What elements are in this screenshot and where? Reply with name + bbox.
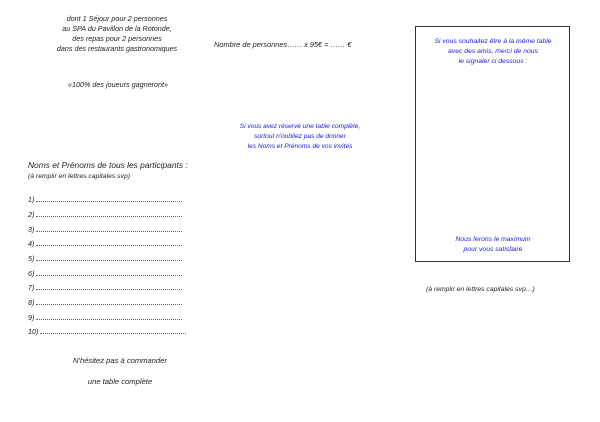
same-table-line: le signaler ci dessous : bbox=[458, 58, 528, 65]
same-table-line: avec des amis, merci de nous bbox=[448, 48, 538, 55]
prize-line: au SPA du Pavillon de la Rotonde, bbox=[62, 24, 172, 33]
persons-count-field[interactable]: Nombre de personnes…… x 95€ = …… € bbox=[214, 40, 352, 49]
participant-number: 8) bbox=[28, 298, 35, 307]
participant-row[interactable] bbox=[28, 195, 188, 204]
same-table-promise-line: Nous ferons le maximum bbox=[455, 236, 531, 243]
participant-name-field[interactable] bbox=[36, 195, 182, 202]
participant-name-field[interactable] bbox=[36, 210, 182, 217]
participant-row[interactable] bbox=[28, 298, 188, 307]
reservation-note bbox=[220, 122, 380, 152]
cta-line-1: N'hésitez pas à commander bbox=[73, 356, 167, 365]
participant-name-field[interactable] bbox=[36, 239, 182, 246]
participant-number: 1) bbox=[28, 195, 35, 204]
participant-name-field[interactable] bbox=[36, 269, 182, 276]
participant-number: 10) bbox=[28, 327, 39, 336]
same-table-promise bbox=[422, 235, 564, 255]
participant-row[interactable] bbox=[28, 283, 188, 292]
reservation-note-line: Si vous avez réservé une table complète, bbox=[239, 123, 361, 130]
participant-name-field[interactable] bbox=[36, 225, 182, 232]
participant-name-field[interactable] bbox=[36, 254, 182, 261]
participant-row[interactable] bbox=[28, 327, 188, 336]
participant-name-field[interactable] bbox=[40, 327, 186, 334]
same-table-line: Si vous souhaitez être à la même table bbox=[434, 38, 552, 45]
same-table-request bbox=[422, 37, 564, 67]
participant-name-field[interactable] bbox=[36, 298, 182, 305]
participant-number: 6) bbox=[28, 269, 35, 278]
caps-note: (à remplir en lettres capitales svp…) bbox=[426, 286, 535, 293]
winners-note: «100% des joueurs gagneront» bbox=[68, 80, 168, 89]
participants-title: Noms et Prénoms de tous les participants : bbox=[28, 160, 188, 170]
reservation-note-line: les Noms et Prénoms de vos invités bbox=[247, 143, 353, 150]
same-table-promise-line: pour vous satisfaire bbox=[463, 246, 523, 253]
participant-number: 5) bbox=[28, 254, 35, 263]
participant-number: 3) bbox=[28, 225, 35, 234]
prize-line: dont 1 Séjour pour 2 personnes bbox=[66, 14, 168, 23]
participant-number: 2) bbox=[28, 210, 35, 219]
participant-row[interactable] bbox=[28, 313, 188, 322]
participant-row[interactable] bbox=[28, 254, 188, 263]
participant-row[interactable] bbox=[28, 239, 188, 248]
participant-row[interactable] bbox=[28, 225, 188, 234]
participants-subtitle: (à remplir en lettres capitales svp) bbox=[28, 173, 130, 180]
cta-line-2: une table complète bbox=[87, 377, 153, 386]
prize-line: dans des restaurants gastronomiques bbox=[56, 44, 178, 53]
participant-number: 7) bbox=[28, 283, 35, 292]
prize-line: des repas pour 2 personnes bbox=[72, 34, 162, 43]
participant-row[interactable] bbox=[28, 269, 188, 278]
participant-name-field[interactable] bbox=[36, 313, 182, 320]
participant-number: 4) bbox=[28, 239, 35, 248]
participant-name-field[interactable] bbox=[36, 283, 182, 290]
participant-row[interactable] bbox=[28, 210, 188, 219]
reservation-note-line: surtout n'oubliez pas de donner bbox=[254, 133, 346, 140]
participant-number: 9) bbox=[28, 313, 35, 322]
prize-description bbox=[32, 14, 202, 54]
